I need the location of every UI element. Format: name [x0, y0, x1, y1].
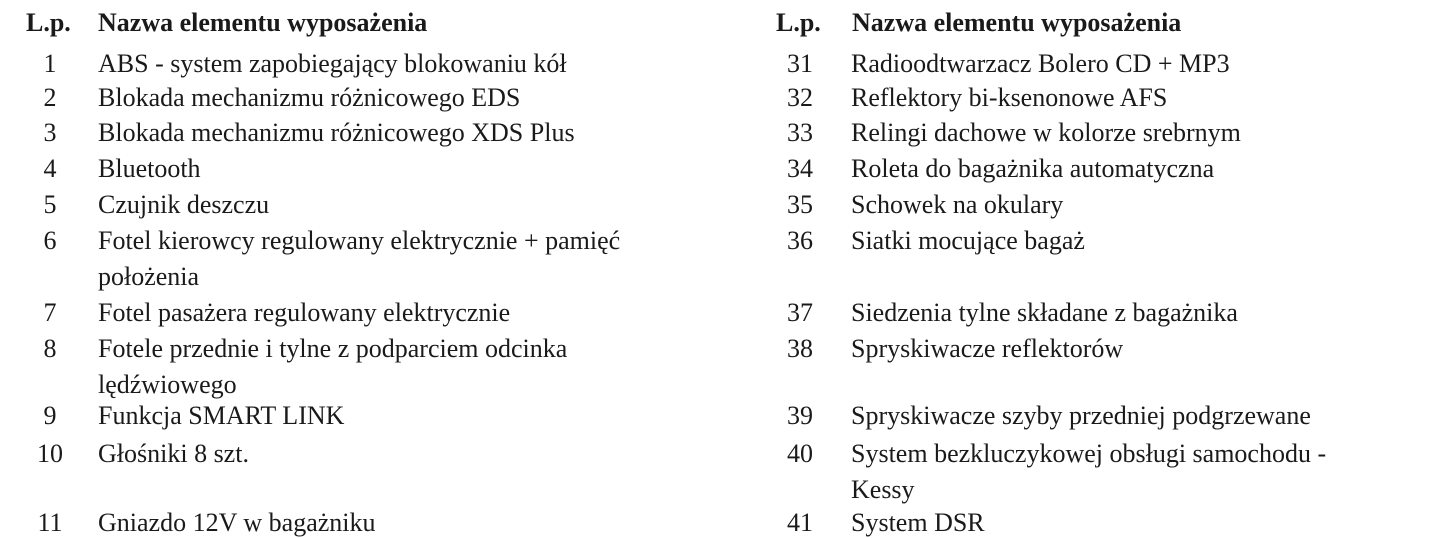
row-number: 40 — [787, 439, 813, 468]
row-item-name: Fotel pasażera regulowany elektrycznie — [98, 298, 511, 327]
row-number: 38 — [787, 334, 813, 363]
row-item-name: Siedzenia tylne składane z bagażnika — [851, 298, 1238, 327]
right-table-row — [0, 436, 1431, 508]
row-item-name: Relingi dachowe w kolorze srebrnym — [851, 118, 1241, 147]
row-number: 1 — [43, 49, 57, 78]
right-table-row — [0, 295, 1431, 331]
row-item-name: Spryskiwacze reflektorów — [851, 334, 1124, 363]
right-table-row — [0, 187, 1431, 223]
row-item-name: Radioodtwarzacz Bolero CD + MP3 — [851, 49, 1230, 78]
row-number: 5 — [43, 190, 57, 219]
row-item-name-continuation: lędźwiowego — [98, 370, 237, 399]
right-table-row — [0, 505, 1431, 538]
row-item-name: Głośniki 8 szt. — [98, 439, 249, 468]
right-table-row — [0, 80, 1431, 116]
row-number: 3 — [43, 118, 57, 147]
row-number: 4 — [43, 154, 57, 183]
row-item-name: Siatki mocujące bagaż — [851, 226, 1085, 255]
row-item-name: Gniazdo 12V w bagażniku — [98, 508, 376, 537]
row-number: 34 — [787, 154, 813, 183]
right-header-name: Nazwa elementu wyposażenia — [852, 8, 1182, 37]
row-item-name: ABS - system zapobiegający blokowaniu kół — [98, 49, 567, 78]
row-item-name: System bezkluczykowej obsługi samochodu - Kessy — [851, 439, 1327, 504]
row-number: 6 — [43, 226, 57, 255]
row-item-name: Fotel kierowcy regulowany elektrycznie + pamięć położenia — [98, 226, 621, 291]
row-number: 41 — [787, 508, 813, 537]
row-item-name-continuation: Kessy — [851, 475, 915, 504]
row-item-name: Czujnik deszczu — [98, 190, 270, 219]
right-table-row — [0, 331, 1431, 367]
row-number: 8 — [43, 334, 57, 363]
row-item-name: Schowek na okulary — [851, 190, 1064, 219]
row-item-name: Blokada mechanizmu różnicowego XDS Plus — [98, 118, 575, 147]
row-number: 10 — [37, 439, 63, 468]
row-number: 37 — [787, 298, 813, 327]
right-header-lp: L.p. — [776, 8, 821, 37]
row-number: 9 — [43, 401, 57, 430]
row-number: 2 — [43, 83, 57, 112]
right-table-row — [0, 151, 1431, 187]
right-table-row — [0, 223, 1431, 259]
row-number: 11 — [37, 508, 63, 537]
row-item-name: Reflektory bi-ksenonowe AFS — [851, 83, 1168, 112]
left-header-lp: L.p. — [26, 8, 71, 37]
row-item-name: Spryskiwacze szyby przedniej podgrzewane — [851, 401, 1311, 430]
row-number: 39 — [787, 401, 813, 430]
row-item-name: Fotele przednie i tylne z podparciem odcinka lędźwiowego — [98, 334, 568, 399]
row-item-name-continuation: położenia — [98, 262, 200, 291]
right-table-row — [0, 398, 1431, 434]
row-item-name: Bluetooth — [98, 154, 201, 183]
row-item-name: Funkcja SMART LINK — [98, 401, 345, 430]
row-item-name: System DSR — [851, 508, 985, 537]
row-item-name: Roleta do bagażnika automatyczna — [851, 154, 1215, 183]
row-number: 33 — [787, 118, 813, 147]
row-item-name: Blokada mechanizmu różnicowego EDS — [98, 83, 521, 112]
row-number: 31 — [787, 49, 813, 78]
left-header-name: Nazwa elementu wyposażenia — [98, 8, 428, 37]
right-table-row — [0, 46, 1431, 82]
right-table-row — [0, 115, 1431, 151]
row-number: 32 — [787, 83, 813, 112]
row-number: 35 — [787, 190, 813, 219]
row-number: 7 — [43, 298, 57, 327]
row-number: 36 — [787, 226, 813, 255]
